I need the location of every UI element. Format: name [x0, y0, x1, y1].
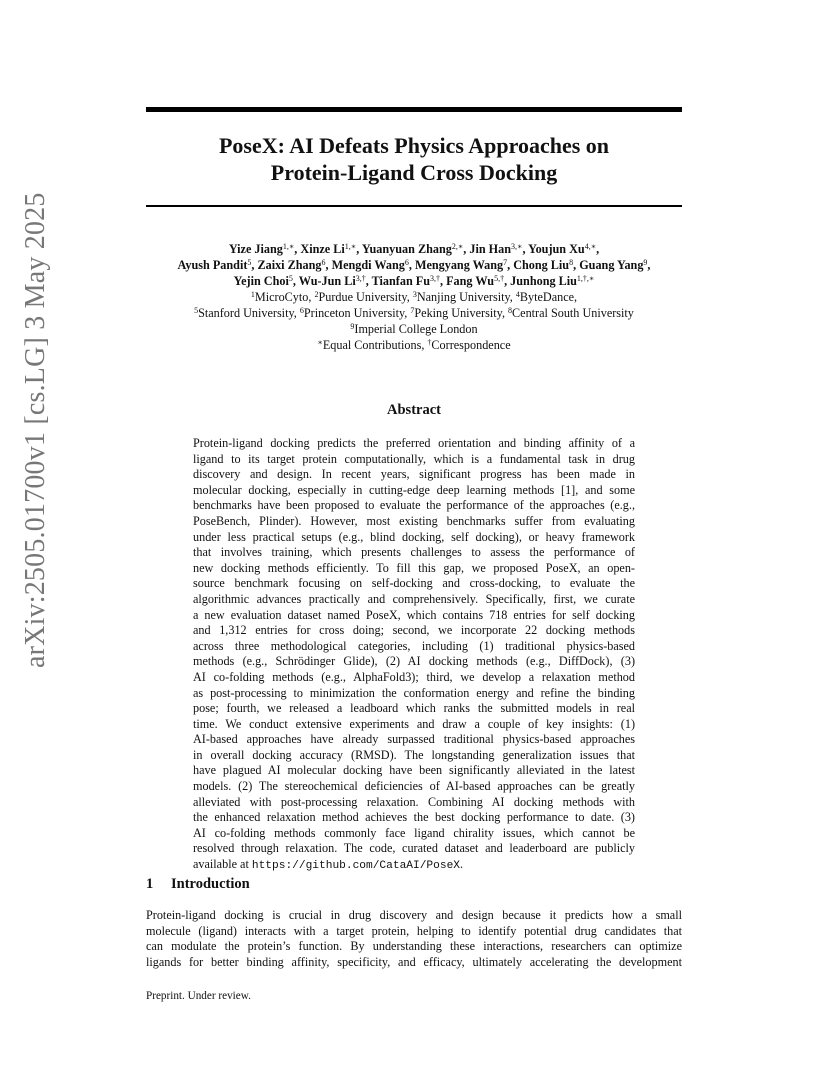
- affiliation: MicroCyto: [254, 290, 309, 304]
- author-sup: 4,∗: [584, 242, 597, 251]
- author-sup: 3,∗: [511, 242, 523, 251]
- abstract-line: algorithmic advances practically and comprehensively. Specifically, first, we curate: [193, 591, 635, 606]
- title-rule-bottom: [146, 205, 682, 207]
- abstract-line: a new evaluation dataset named PoseX, which contains 718 entries for self docking: [193, 607, 635, 622]
- author-sup: 1,†,∗: [576, 274, 595, 283]
- author-sup: 1,∗: [282, 242, 295, 251]
- abstract-last-prefix: available at: [193, 857, 252, 872]
- author-name: Chong Liu: [513, 258, 570, 272]
- affil-sup: 5: [194, 306, 199, 315]
- author-line-3: Yejin Choi$^5$, Wu-Jun $Li^{3,\dagger}$, Tianfan $Fu^{3,\dagger}$, Fang $Wu^{5,\dagger}$, Junhong Liu$^{1,\dagger,∗}$: [233, 274, 595, 288]
- intro-line: Protein-ligand docking is crucial in drug discovery and design because it predicts how a small: [146, 908, 682, 922]
- abstract-heading: Abstract: [387, 402, 441, 418]
- author-name: Mengdi Wang: [331, 258, 405, 272]
- abstract-line: benchmarks have been proposed to evaluate the performance of the approaches (e.g.,: [193, 498, 635, 513]
- author-sup: 6: [404, 258, 409, 267]
- author-name: Yize Jiang: [228, 242, 283, 256]
- author-name: Mengyang Wang: [414, 258, 504, 272]
- author-sup: 3,†: [430, 274, 440, 283]
- author-name: Fang Wu: [446, 274, 495, 288]
- affil-sup: 1: [250, 290, 255, 299]
- abstract-line: AI-based approaches have already surpassed traditional physics-based approaches: [193, 732, 635, 747]
- abstract-line-last: [193, 857, 635, 875]
- affil-sup: 9: [350, 322, 355, 331]
- intro-line: ligands for better binding affinity, specificity, and efficacy, ultimately accelerating the development: [146, 954, 682, 969]
- author-name: Tianfan Fu: [371, 274, 430, 288]
- affiliation-line-1: $^1$MicroCyto, $^2$Purdue University, $^3$Nanjing University, $^4$ByteDance,: [250, 290, 578, 304]
- section-title: Introduction: [171, 876, 250, 892]
- abstract-line: AI co-folding methods (e.g., AlphaFold3); third, we develop a relaxation method: [193, 669, 635, 684]
- author-sup: 2,∗: [451, 242, 464, 251]
- abstract-line: as post-processing to minimization the conformation energy and refine the binding: [193, 685, 635, 700]
- author-name: Jin Han: [469, 242, 512, 256]
- abstract-line: that involves training, which presents challenges to assess the performance of: [193, 545, 635, 560]
- abstract-line: new docking methods efficiently. To fill this gap, we proposed PoseX, an open-: [193, 560, 635, 575]
- abstract-line: resolved through relaxation. The code, curated dataset and leaderboard are publicly: [193, 841, 635, 856]
- author-name: Guang Yang: [579, 258, 644, 272]
- author-sup: 5: [288, 274, 293, 283]
- affil-sup: 7: [410, 306, 415, 315]
- abstract-line: ligand to its target protein computationally, which is a fundamental task in drug: [193, 451, 635, 466]
- author-sup: 5,†: [494, 274, 505, 283]
- affiliation-line-3: [120, 321, 708, 337]
- abstract-line: AI co-folding methods commonly face ligand chirality issues, which cannot be: [193, 825, 635, 840]
- abstract-line: have plagued AI molecular docking have been significantly alleviated in the latest: [193, 763, 635, 778]
- arxiv-stamp[interactable]: arXiv:2505.01700v1 [cs.LG] 3 May 2025: [20, 192, 51, 668]
- introduction-body: [146, 908, 682, 970]
- author-name: Youjun Xu: [528, 242, 585, 256]
- author-name: Zaixi Zhang: [257, 258, 322, 272]
- corr-symbol: †: [427, 338, 432, 347]
- title-rule-top: [146, 107, 682, 112]
- abstract-line: in overall docking accuracy (RMSD). The longstanding generalization issues that: [193, 747, 635, 762]
- abstract-line: across three methodological categories, including (1) traditional physics-based: [193, 638, 635, 653]
- abstract-line: time. We conduct extensive experiments and draw a couple of key insights: (1): [193, 716, 635, 731]
- abstract-line: under less practical setups (e.g., blind docking, self docking), or heavy framework: [193, 529, 635, 544]
- abstract-line: the enhanced relaxation method achieves the best docking performance to date. (3): [193, 810, 635, 825]
- affiliation: Princeton University: [303, 306, 405, 320]
- equal-symbol: ∗: [317, 338, 323, 347]
- code-url-link[interactable]: https://github.com/CataAI/PoseX: [251, 860, 460, 873]
- contribution-notes: ∗Equal Contributions, †Correspondence: [317, 338, 511, 352]
- abstract-line: source benchmark focusing on self-docking and cross-docking, to evaluate the: [193, 576, 635, 591]
- affil-sup: 3: [412, 290, 417, 299]
- paper-title: [146, 132, 682, 186]
- abstract-line: models. (2) The stereochemical deficiencies of AI-based approaches can be greatly: [193, 779, 635, 794]
- abstract-line: PoseBench, Plinder). However, most existing benchmarks suffer from evaluating: [193, 513, 635, 528]
- abstract-line: alleviated with post-processing relaxation. Combining AI docking methods with: [193, 794, 635, 809]
- author-line-1: Yize Jiang$^{1,∗}$, Xinze $Li^{1,∗}$, Yuanyuan Zhang$^{2,∗}$, Jin Han$^{3,∗}$, Youjun $Xu^{4,∗}$,: [228, 242, 600, 256]
- affil-sup: 8: [508, 306, 513, 315]
- author-name: Junhong Liu: [510, 274, 577, 288]
- author-sup: 1,∗: [344, 242, 357, 251]
- abstract-line: and 1,312 entries for cross doing; second, we incorporate 22 docking methods: [193, 623, 635, 638]
- affil-sup: 2: [314, 290, 319, 299]
- affil-sup: 6: [299, 306, 304, 315]
- title-line-1: PoseX: AI Defeats Physics Approaches on: [218, 133, 610, 158]
- title-line-2: Protein-Ligand Cross Docking: [270, 160, 558, 185]
- affiliation: Peking University: [414, 306, 502, 320]
- affiliation: Central South University: [512, 306, 634, 320]
- abstract-line: molecular docking, especially in cutting-edge deep learning methods [1], and some: [193, 482, 635, 497]
- affiliation-line-2: $^5$Stanford University, $^6$Princeton University, $^7$Peking University, $^8$Central South University: [194, 306, 634, 320]
- preprint-footer: Preprint. Under review.: [146, 990, 251, 1002]
- affiliation: Nanjing University: [416, 290, 510, 304]
- author-name: Xinze Li: [300, 242, 345, 256]
- corr-note: Correspondence: [431, 338, 511, 352]
- intro-line: molecule (ligand) interacts with a target protein, helping to identify potential drug candidates that: [146, 923, 682, 938]
- affiliation: Purdue University: [318, 290, 407, 304]
- author-block: [120, 241, 708, 353]
- abstract-last-suffix: .: [460, 857, 464, 872]
- affil-sup: 4: [515, 290, 520, 299]
- affiliation: Stanford University: [198, 306, 294, 320]
- author-name: Wu-Jun Li: [298, 274, 356, 288]
- author-sup: 5: [247, 258, 252, 267]
- section-number: 1: [146, 876, 154, 892]
- author-sup: 9: [643, 258, 648, 267]
- author-sup: 3,†: [355, 274, 366, 283]
- section-heading-introduction: [146, 876, 250, 893]
- author-name: Yejin Choi: [233, 274, 289, 288]
- author-line-2: Ayush Pandit$^5$, Zaixi Zhang$^6$, Mengdi Wang$^6$, Mengyang Wang$^7$, Chong Liu$^8$, Guang Yang$^9$,: [177, 258, 651, 272]
- intro-line: can modulate the protein’s function. By understanding these interactions, researchers can optimize: [146, 939, 682, 954]
- author-name: Yuanyuan Zhang: [361, 242, 452, 256]
- abstract-line: discovery and design. In recent years, significant progress has been made in: [193, 467, 635, 482]
- abstract-line: pose; fourth, we released a leadboard which ranks the submitted models in real: [193, 701, 635, 716]
- affiliation: Imperial College London: [354, 322, 478, 336]
- affiliation: ByteDance: [519, 290, 575, 304]
- author-sup: 7: [503, 258, 508, 267]
- author-sup: 8: [569, 258, 574, 267]
- author-sup: 6: [321, 258, 326, 267]
- abstract-body: [193, 436, 635, 875]
- abstract-line: Protein-ligand docking predicts the preferred orientation and binding affinity of a: [193, 436, 635, 450]
- abstract-line: methods (e.g., Schrödinger Glide), (2) AI docking methods (e.g., DiffDock), (3): [193, 654, 635, 669]
- equal-note: Equal Contributions: [322, 338, 422, 352]
- author-name: Ayush Pandit: [177, 258, 248, 272]
